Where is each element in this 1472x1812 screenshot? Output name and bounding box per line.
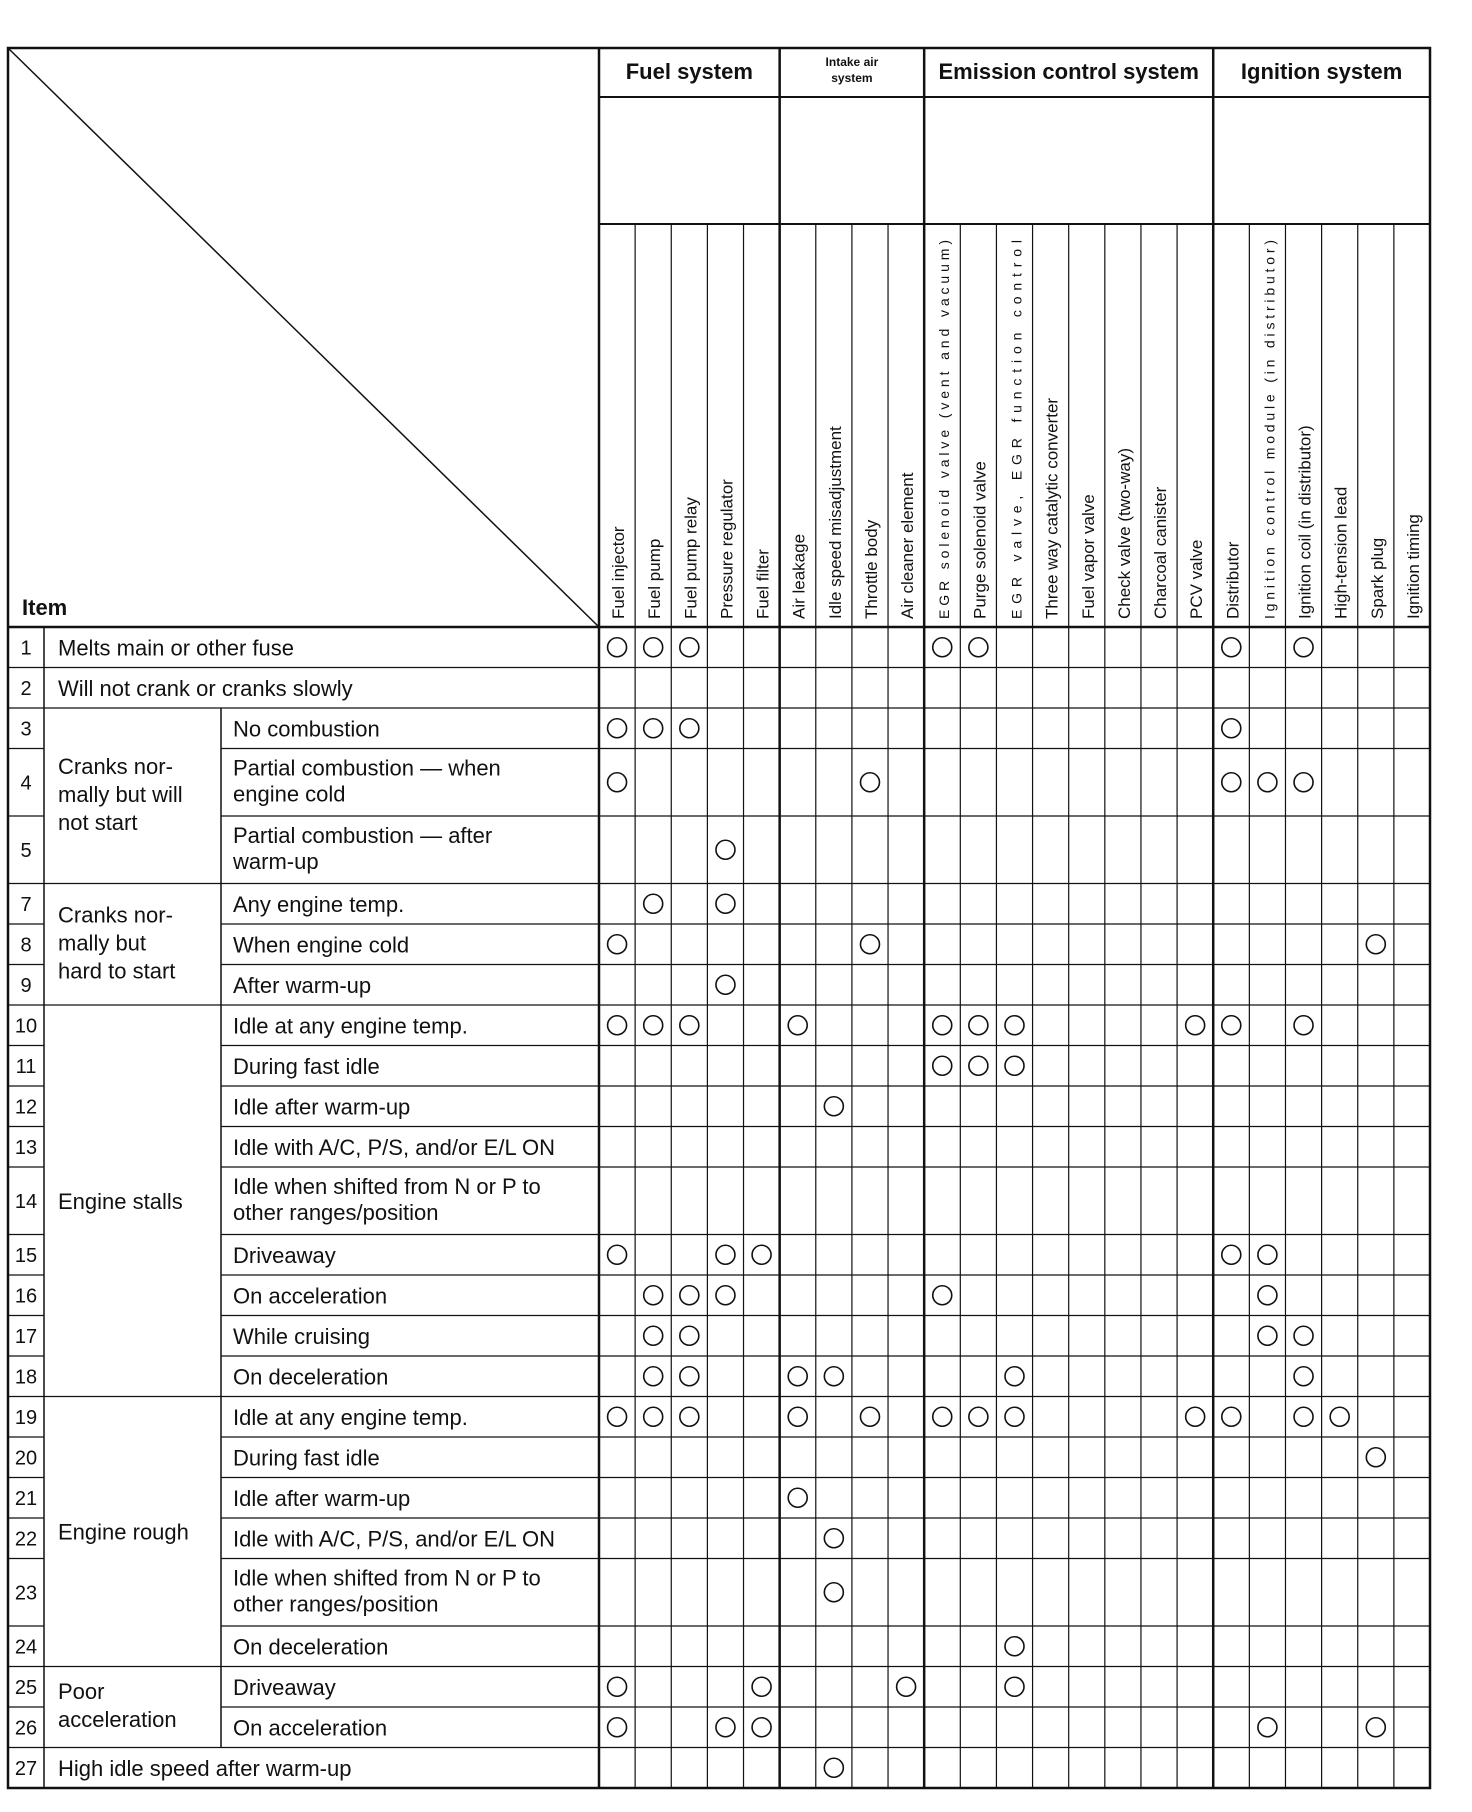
- row-label-5-line2: warm-up: [233, 849, 319, 874]
- category-label-4-line2: acceleration: [58, 1707, 177, 1732]
- group-label-2: Emission control system: [938, 59, 1199, 84]
- column-label-22: Ignition timing: [1403, 514, 1423, 619]
- mark-row15-col4: [752, 1245, 771, 1264]
- column-label-7: Throttle body: [861, 519, 881, 619]
- group-label-1-line2: system: [831, 71, 873, 85]
- row-label-10: Idle at any engine temp.: [233, 1013, 468, 1039]
- row-number-12: 12: [14, 1096, 38, 1119]
- row-number-23: 23: [14, 1582, 38, 1605]
- mark-row26-col0: [608, 1718, 627, 1737]
- mark-row7-col3: [716, 894, 735, 913]
- mark-row4-col0: [608, 773, 627, 792]
- mark-row5-col3: [716, 840, 735, 859]
- row-label-3: No combustion: [233, 716, 380, 742]
- mark-row17-col18: [1258, 1326, 1277, 1345]
- row-label-5: Partial combustion — after: [233, 823, 493, 848]
- row-number-11: 11: [15, 1055, 37, 1078]
- column-label-17: Distributor: [1223, 541, 1243, 619]
- row-number-27: 27: [14, 1757, 38, 1780]
- row-label-4: Partial combustion — when: [233, 755, 501, 781]
- mark-row19-col9: [933, 1407, 952, 1426]
- column-label-18: Ignition control module (in distributor): [1261, 240, 1278, 619]
- mark-row10-col17: [1222, 1016, 1241, 1035]
- row-number-9: 9: [20, 974, 32, 997]
- mark-row19-col17: [1222, 1407, 1241, 1426]
- group-label-3: Ignition system: [1240, 59, 1403, 84]
- mark-row17-col19: [1294, 1326, 1313, 1345]
- mark-row16-col2: [680, 1286, 699, 1305]
- mark-row19-col5: [788, 1407, 807, 1426]
- mark-row15-col3: [716, 1245, 735, 1264]
- mark-row10-col16: [1186, 1016, 1205, 1035]
- mark-row3-col2: [680, 719, 699, 738]
- mark-row10-col2: [680, 1016, 699, 1035]
- column-label-5: Air leakage: [789, 533, 809, 619]
- mark-row16-col3: [716, 1286, 735, 1305]
- column-label-6: Idle speed misadjustment: [825, 426, 845, 619]
- mark-row11-col10: [969, 1056, 988, 1075]
- column-label-20: High-tension lead: [1331, 486, 1351, 619]
- mark-row10-col0: [608, 1016, 627, 1035]
- mark-row15-col18: [1258, 1245, 1277, 1264]
- mark-row25-col11: [1005, 1677, 1024, 1696]
- category-label-1-line2: mally but: [58, 930, 147, 956]
- row-label-8: When engine cold: [233, 932, 410, 958]
- mark-row11-col9: [933, 1056, 952, 1075]
- row-label-19: Idle at any engine temp.: [233, 1404, 468, 1430]
- mark-row3-col1: [644, 719, 663, 738]
- row-label-4-line2: engine cold: [233, 781, 346, 807]
- mark-row20-col21: [1366, 1448, 1385, 1467]
- mark-row27-col6: [824, 1758, 843, 1777]
- corner-label-item: Item: [22, 595, 68, 620]
- row-label-13: Idle with A/C, P/S, and/or E/L ON: [233, 1134, 555, 1160]
- row-label-9: After warm-up: [233, 972, 372, 998]
- mark-row3-col0: [608, 719, 627, 738]
- mark-row8-col7: [860, 935, 879, 954]
- mark-row19-col7: [860, 1407, 879, 1426]
- mark-row8-col0: [608, 935, 627, 954]
- mark-row17-col2: [680, 1326, 699, 1345]
- mark-row18-col2: [680, 1367, 699, 1386]
- row-label-27: High idle speed after warm-up: [58, 1755, 352, 1781]
- category-label-0-line2: mally but will: [58, 781, 183, 807]
- column-label-19: Ignition coil (in distributor): [1295, 425, 1315, 619]
- column-label-2: Fuel pump relay: [681, 497, 701, 619]
- column-label-13: Fuel vapor valve: [1078, 494, 1098, 619]
- mark-row19-col20: [1330, 1407, 1349, 1426]
- category-label-4: Poor: [58, 1679, 105, 1704]
- column-label-10: Purge solenoid valve: [970, 461, 990, 619]
- mark-row19-col1: [644, 1407, 663, 1426]
- row-number-5: 5: [20, 839, 32, 862]
- row-label-26: On acceleration: [233, 1715, 388, 1741]
- column-label-11: EGR valve, EGR function control: [1008, 240, 1025, 619]
- mark-row12-col6: [824, 1097, 843, 1116]
- mark-row26-col18: [1258, 1718, 1277, 1737]
- mark-row7-col1: [644, 894, 663, 913]
- mark-row1-col2: [680, 638, 699, 657]
- mark-row1-col19: [1294, 638, 1313, 657]
- row-label-7: Any engine temp.: [233, 891, 405, 917]
- mark-row24-col11: [1005, 1637, 1024, 1656]
- row-label-2: Will not crank or cranks slowly: [58, 675, 353, 701]
- row-number-19: 19: [14, 1406, 38, 1429]
- mark-row18-col6: [824, 1367, 843, 1386]
- row-label-18: On deceleration: [233, 1364, 389, 1390]
- row-label-25: Driveaway: [233, 1674, 336, 1700]
- row-label-16: On acceleration: [233, 1283, 388, 1309]
- mark-row25-col8: [897, 1677, 916, 1696]
- mark-row9-col3: [716, 975, 735, 994]
- mark-row1-col1: [644, 638, 663, 657]
- mark-row10-col11: [1005, 1016, 1024, 1035]
- row-label-14: Idle when shifted from N or P to: [233, 1174, 541, 1199]
- row-label-20: During fast idle: [233, 1445, 380, 1471]
- category-label-0-line3: not start: [58, 809, 138, 835]
- column-label-1: Fuel pump: [645, 538, 665, 619]
- mark-row15-col17: [1222, 1245, 1241, 1264]
- mark-row19-col0: [608, 1407, 627, 1426]
- category-label-0: Cranks nor-: [58, 753, 173, 779]
- row-label-17: While cruising: [233, 1323, 370, 1349]
- corner-diagonal: [8, 48, 599, 627]
- mark-row16-col1: [644, 1286, 663, 1305]
- row-number-21: 21: [14, 1487, 38, 1510]
- row-label-1: Melts main or other fuse: [58, 635, 294, 661]
- category-label-1-line3: hard to start: [58, 958, 176, 984]
- column-label-15: Charcoal canister: [1151, 486, 1171, 619]
- mark-row1-col10: [969, 638, 988, 657]
- mark-row3-col17: [1222, 719, 1241, 738]
- column-label-12: Three way catalytic converter: [1042, 397, 1062, 619]
- mark-row10-col1: [644, 1016, 663, 1035]
- row-number-13: 13: [14, 1136, 38, 1159]
- row-number-8: 8: [20, 934, 32, 957]
- mark-row4-col7: [860, 773, 879, 792]
- mark-row22-col6: [824, 1529, 843, 1548]
- row-number-26: 26: [14, 1717, 38, 1740]
- mark-row16-col9: [933, 1286, 952, 1305]
- mark-row21-col5: [788, 1488, 807, 1507]
- mark-row25-col4: [752, 1677, 771, 1696]
- mark-row18-col1: [644, 1367, 663, 1386]
- column-label-9: EGR solenoid valve (vent and vacuum): [936, 240, 953, 619]
- mark-row19-col11: [1005, 1407, 1024, 1426]
- row-label-14-line2: other ranges/position: [233, 1200, 439, 1225]
- mark-row1-col0: [608, 638, 627, 657]
- row-number-20: 20: [14, 1447, 38, 1470]
- row-number-2: 2: [20, 677, 32, 700]
- mark-row23-col6: [824, 1583, 843, 1602]
- mark-row16-col18: [1258, 1286, 1277, 1305]
- column-label-4: Fuel filter: [753, 549, 773, 619]
- row-number-4: 4: [20, 772, 32, 795]
- mark-row18-col19: [1294, 1367, 1313, 1386]
- mark-row26-col3: [716, 1718, 735, 1737]
- row-label-21: Idle after warm-up: [233, 1485, 411, 1511]
- column-label-14: Check valve (two-way): [1114, 448, 1134, 619]
- mark-row1-col9: [933, 638, 952, 657]
- mark-row8-col21: [1366, 935, 1385, 954]
- mark-row19-col16: [1186, 1407, 1205, 1426]
- column-label-0: Fuel injector: [609, 526, 629, 619]
- column-label-21: Spark plug: [1367, 537, 1387, 619]
- mark-row26-col4: [752, 1718, 771, 1737]
- row-number-15: 15: [14, 1244, 38, 1267]
- row-number-16: 16: [14, 1285, 38, 1308]
- mark-row10-col10: [969, 1016, 988, 1035]
- mark-row19-col2: [680, 1407, 699, 1426]
- mark-row19-col10: [969, 1407, 988, 1426]
- column-label-8: Air cleaner element: [898, 472, 918, 619]
- mark-row4-col19: [1294, 773, 1313, 792]
- category-label-2: Engine stalls: [58, 1188, 183, 1214]
- row-number-1: 1: [20, 637, 32, 660]
- row-label-23-line2: other ranges/position: [233, 1591, 439, 1617]
- row-number-18: 18: [14, 1366, 38, 1389]
- mark-row10-col19: [1294, 1016, 1313, 1035]
- mark-row26-col21: [1366, 1718, 1385, 1737]
- row-label-11: During fast idle: [233, 1053, 380, 1079]
- row-label-24: On deceleration: [233, 1634, 389, 1660]
- mark-row4-col18: [1258, 773, 1277, 792]
- mark-row18-col5: [788, 1367, 807, 1386]
- row-number-22: 22: [14, 1528, 38, 1551]
- mark-row18-col11: [1005, 1367, 1024, 1386]
- column-label-3: Pressure regulator: [717, 479, 737, 619]
- column-label-16: PCV valve: [1187, 539, 1207, 619]
- row-label-15: Driveaway: [233, 1242, 336, 1268]
- mark-row11-col11: [1005, 1056, 1024, 1075]
- row-number-25: 25: [14, 1676, 38, 1699]
- row-number-24: 24: [14, 1636, 38, 1659]
- row-label-12: Idle after warm-up: [233, 1094, 411, 1120]
- category-label-3: Engine rough: [58, 1519, 189, 1545]
- group-label-1: Intake air: [825, 55, 879, 69]
- group-label-0: Fuel system: [625, 59, 753, 84]
- mark-row10-col9: [933, 1016, 952, 1035]
- row-number-17: 17: [14, 1325, 38, 1348]
- mark-row25-col0: [608, 1677, 627, 1696]
- row-number-14: 14: [14, 1190, 38, 1213]
- mark-row15-col0: [608, 1245, 627, 1264]
- category-label-1: Cranks nor-: [58, 902, 173, 928]
- mark-row19-col19: [1294, 1407, 1313, 1426]
- row-label-23: Idle when shifted from N or P to: [233, 1565, 541, 1591]
- mark-row17-col1: [644, 1326, 663, 1345]
- mark-row1-col17: [1222, 638, 1241, 657]
- row-label-22: Idle with A/C, P/S, and/or E/L ON: [233, 1526, 555, 1552]
- row-number-10: 10: [14, 1015, 38, 1038]
- mark-row4-col17: [1222, 773, 1241, 792]
- row-number-3: 3: [20, 718, 32, 741]
- mark-row10-col5: [788, 1016, 807, 1035]
- row-number-7: 7: [20, 893, 32, 916]
